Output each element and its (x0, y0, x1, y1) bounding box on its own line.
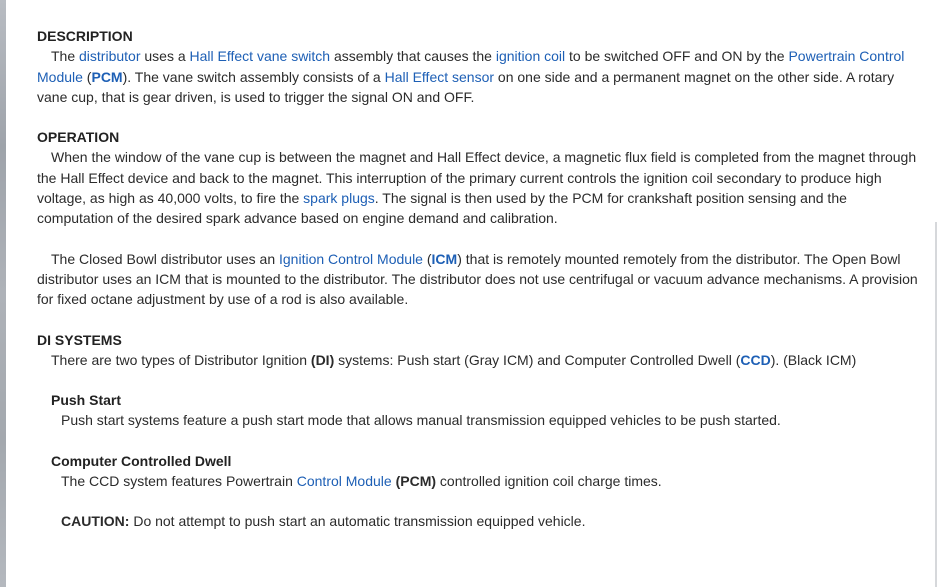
spacer (37, 431, 922, 451)
ccd-abbr: CCD (740, 351, 771, 368)
subheading-computer-controlled-dwell: Computer Controlled Dwell (51, 452, 232, 469)
text-segment: to be switched OFF and ON by the (565, 48, 789, 65)
link-ccd-abbr[interactable] (740, 352, 770, 368)
caution-text: Do not attempt to push start an automatic transmission equipped vehicle. (129, 513, 586, 530)
link-icm-abbr[interactable] (432, 251, 458, 267)
operation-paragraph-2 (37, 249, 922, 310)
caution-note (51, 511, 922, 531)
left-scroll-rail (0, 0, 6, 587)
pcm-abbr: PCM (91, 68, 123, 85)
text-segment: ( (422, 250, 432, 267)
description-paragraph (37, 46, 922, 107)
link-control-module[interactable]: Control Module (296, 473, 392, 490)
link-powertrain-control-module[interactable]: Powertrain Control Module (37, 48, 905, 85)
article-body (37, 26, 922, 532)
di-abbr: (DI) (310, 351, 335, 368)
spacer (37, 229, 922, 249)
link-spark-plugs[interactable]: spark plugs (303, 190, 375, 207)
link-ignition-coil[interactable]: ignition coil (495, 48, 566, 65)
section-heading-description: DESCRIPTION (37, 28, 133, 44)
spacer (37, 370, 922, 390)
text-segment: The CCD system features Powertrain (61, 473, 297, 490)
text-segment: systems: Push start (Gray ICM) and Computer Controlled Dwell ( (334, 351, 741, 368)
text-segment: ). The vane switch assembly consists of a (122, 68, 385, 85)
push-start-text: Push start systems feature a push start mode that allows manual transmission equipped vehicles to be push started. (61, 412, 781, 429)
text-segment: ) that is remotely mounted remotely from the distributor. The Open Bowl distributor uses an ICM that is mounted to the distributor. The distributor does not use centrifugal or vacuum advance mechanisms. A provision for fixed octane adjustment by use of a rod is also available. (37, 250, 918, 308)
caution-label: CAUTION: (61, 513, 130, 530)
icm-abbr: ICM (431, 250, 458, 267)
text-segment: When the window of the vane cup is between the magnet and Hall Effect device, a magnetic flux field is completed from the magnet through the Hall Effect device and back to the magnet. This interruption of the primary current controls the ignition coil secondary to produce high voltage, as high as 40,000 volts, to fire the (37, 149, 917, 207)
subheading-push-start: Push Start (51, 392, 122, 409)
section-heading-operation: OPERATION (37, 129, 120, 146)
di-systems-paragraph (37, 350, 922, 370)
pcm-abbr: (PCM) (395, 473, 437, 490)
text-segment: The Closed Bowl distributor uses an (51, 250, 279, 267)
ccd-text (51, 471, 922, 491)
text-segment: assembly that causes the (330, 48, 496, 65)
link-hall-effect-sensor[interactable]: Hall Effect sensor (384, 68, 495, 85)
spacer (37, 310, 922, 330)
operation-paragraph-1 (37, 147, 922, 228)
link-ignition-control-module[interactable]: Ignition Control Module (279, 250, 423, 267)
push-start-subsection (37, 390, 922, 431)
text-segment: controlled ignition coil charge times. (436, 473, 662, 490)
text-segment: on one side and a permanent magnet on the other side. A rotary vane cup, that is gear driven, is used to trigger the signal ON and OFF. (37, 68, 895, 105)
link-pcm-abbr[interactable] (91, 69, 122, 85)
link-hall-effect-vane-switch[interactable]: Hall Effect vane switch (189, 48, 331, 65)
text-segment: . The signal is then used by the PCM for crankshaft position sensing and the computation of the desired spark advance based on engine demand and calibration. (37, 190, 847, 227)
text-segment: ). (Black ICM) (770, 351, 857, 368)
ccd-subsection (37, 451, 922, 532)
text-segment: There are two types of Distributor Ignition (51, 351, 311, 368)
section-heading-di-systems: DI SYSTEMS (37, 331, 122, 348)
spacer (37, 107, 922, 127)
text-segment: uses a (140, 48, 190, 65)
link-distributor[interactable]: distributor (79, 48, 141, 65)
spacer (51, 491, 922, 511)
text-segment: The (51, 48, 80, 65)
text-segment: ( (82, 68, 92, 85)
